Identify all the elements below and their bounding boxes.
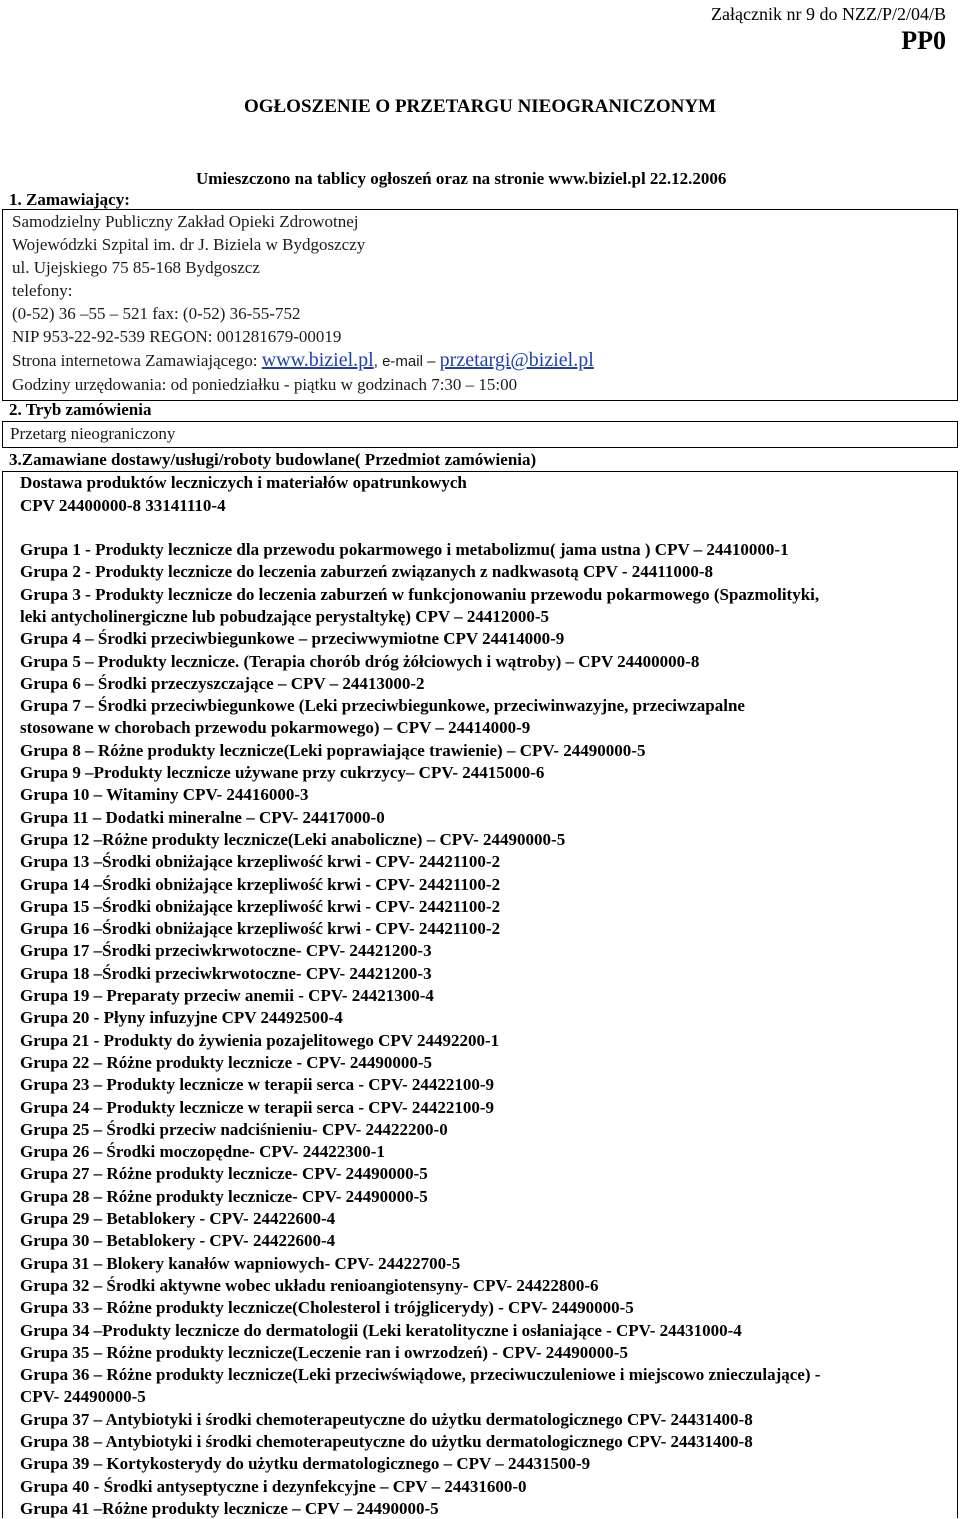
group-line: Grupa 38 – Antybiotyki i środki chemoterapeutyczne do użytku dermatologicznego CPV- 24431400-8 bbox=[20, 1432, 753, 1451]
office-hours: Godziny urzędowania: od poniedziałku - piątku w godzinach 7:30 – 15:00 bbox=[12, 375, 518, 394]
posting-note: Umieszczono na tablicy ogłoszeń oraz na stronie www.biziel.pl 22.12.2006 bbox=[196, 169, 727, 188]
ordering-party-line-2: Wojewódzki Szpital im. dr J. Biziela w Bydgoszczy bbox=[12, 235, 366, 254]
group-line: Grupa 23 – Produkty lecznicze w terapii serca - CPV- 24422100-9 bbox=[20, 1075, 495, 1095]
group-line: Grupa 33 – Różne produkty lecznicze(Cholesterol i trójglicerydy) - CPV- 24490000-5 bbox=[20, 1298, 634, 1318]
website-line bbox=[12, 349, 594, 372]
group-line: Grupa 28 – Różne produkty lecznicze- CPV- 24490000-5 bbox=[20, 1186, 428, 1206]
group-line: Grupa 18 –Środki przeciwkrwotoczne- CPV- 24421200-3 bbox=[20, 963, 432, 983]
group-line: Grupa 36 – Różne produkty lecznicze(Leki przeciwświądowe, przeciwuczuleniowe i miejscowo znieczulające) - bbox=[20, 1365, 821, 1385]
group-line: Grupa 17 –Środki przeciwkrwotoczne- CPV- 24421200-3 bbox=[20, 941, 432, 961]
order-subject: Dostawa produktów leczniczych i materiałów opatrunkowych bbox=[20, 473, 467, 492]
group-line: Grupa 24 – Produkty lecznicze w terapii serca - CPV- 24422100-9 bbox=[20, 1097, 495, 1117]
ordering-party-address: ul. Ujejskiego 75 85-168 Bydgoszcz bbox=[12, 258, 260, 277]
section-2-box bbox=[2, 421, 958, 448]
group-line: Grupa 4 – Środki przeciwbiegunkowe – przeciwwymiotne CPV 24414000-9 bbox=[20, 629, 565, 649]
section-2-heading: 2. Tryb zamówienia bbox=[9, 400, 152, 419]
group-line: Grupa 12 –Różne produkty lecznicze(Leki anaboliczne) – CPV- 24490000-5 bbox=[20, 829, 566, 849]
group-line: Grupa 27 – Różne produkty lecznicze- CPV- 24490000-5 bbox=[20, 1164, 428, 1184]
group-line: Grupa 39 – Kortykosterydy do użytku dermatologicznego – CPV – 24431500-9 bbox=[20, 1454, 591, 1474]
email-link[interactable]: przetargi@biziel.pl bbox=[439, 349, 594, 371]
group-line: Grupa 5 – Produkty lecznicze. (Terapia chorób dróg żółciowych i wątroby) – CPV 24400000-8 bbox=[20, 651, 700, 671]
group-line: Grupa 21 - Produkty do żywienia pozajelitowego CPV 24492200-1 bbox=[20, 1030, 500, 1050]
page-title: OGŁOSZENIE O PRZETARGU NIEOGRANICZONYM bbox=[243, 96, 717, 117]
procedure-type: Przetarg nieograniczony bbox=[10, 424, 176, 443]
group-line: Grupa 8 – Różne produkty lecznicze(Leki poprawiające trawienie) – CPV- 24490000-5 bbox=[20, 740, 646, 760]
group-line: Grupa 37 – Antybiotyki i środki chemoterapeutyczne do użytku dermatologicznego CPV- 24431400-8 bbox=[20, 1409, 753, 1429]
email-label: , e-mail – bbox=[373, 353, 436, 370]
section-3-heading: 3.Zamawiane dostawy/usługi/roboty budowlane( Przedmiot zamówienia) bbox=[9, 450, 537, 469]
group-line: Grupa 2 - Produkty lecznicze do leczenia zaburzeń związanych z nadkwasotą CPV - 24411000-8 bbox=[20, 562, 714, 582]
group-line: Grupa 34 –Produkty lecznicze do dermatologii (Leki keratolityczne i osłaniające - CPV- 24431000-4 bbox=[20, 1320, 742, 1340]
group-line: Grupa 22 – Różne produkty lecznicze - CPV- 24490000-5 bbox=[20, 1052, 433, 1072]
ordering-party-ids: NIP 953-22-92-539 REGON: 001281679-00019 bbox=[12, 327, 342, 346]
group-line: Grupa 10 – Witaminy CPV- 24416000-3 bbox=[20, 785, 309, 805]
group-line: Grupa 15 –Środki obniżające krzepliwość krwi - CPV- 24421100-2 bbox=[20, 896, 501, 916]
group-line: Grupa 1 - Produkty lecznicze dla przewodu pokarmowego i metabolizmu( jama ustna ) CPV – 24410000-1 bbox=[20, 540, 789, 559]
group-line: Grupa 16 –Środki obniżające krzepliwość krwi - CPV- 24421100-2 bbox=[20, 919, 501, 939]
group-line: Grupa 9 –Produkty lecznicze używane przy cukrzycy– CPV- 24415000-6 bbox=[20, 763, 545, 782]
ordering-party-phones-label: telefony: bbox=[12, 281, 73, 300]
group-line: stosowane w chorobach przewodu pokarmowego) – CPV – 24414000-9 bbox=[20, 718, 531, 738]
group-line: Grupa 41 –Różne produkty lecznicze – CPV – 24490000-5 bbox=[20, 1498, 439, 1518]
group-line: Grupa 14 –Środki obniżające krzepliwość krwi - CPV- 24421100-2 bbox=[20, 874, 501, 894]
order-cpv: CPV 24400000-8 33141110-4 bbox=[20, 496, 226, 515]
group-line: Grupa 7 – Środki przeciwbiegunkowe (Leki przeciwbiegunkowe, przeciwinwazyjne, przeciwzapalne bbox=[20, 696, 745, 716]
group-line: Grupa 40 - Środki antyseptyczne i dezynfekcyjne – CPV – 24431600-0 bbox=[20, 1476, 527, 1496]
section-1-box bbox=[2, 209, 958, 401]
group-line: CPV- 24490000-5 bbox=[20, 1387, 146, 1407]
group-line: Grupa 13 –Środki obniżające krzepliwość krwi - CPV- 24421100-2 bbox=[20, 852, 501, 872]
attachment-note: Załącznik nr 9 do NZZ/P/2/04/B bbox=[711, 4, 946, 24]
group-line: Grupa 30 – Betablokery - CPV- 24422600-4 bbox=[20, 1231, 336, 1251]
group-line: Grupa 19 – Preparaty przeciw anemii - CPV- 24421300-4 bbox=[20, 986, 434, 1005]
group-line: Grupa 31 – Blokery kanałów wapniowych- CPV- 24422700-5 bbox=[20, 1253, 461, 1273]
group-line: Grupa 29 – Betablokery - CPV- 24422600-4 bbox=[20, 1209, 336, 1228]
group-line: leki antycholinergiczne lub pobudzające perystaltykę) CPV – 24412000-5 bbox=[20, 606, 550, 626]
ordering-party-line-1: Samodzielny Publiczny Zakład Opieki Zdrowotnej bbox=[12, 212, 359, 231]
group-line: Grupa 20 - Płyny infuzyjne CPV 24492500-4 bbox=[20, 1008, 343, 1028]
group-line: Grupa 32 – Środki aktywne wobec układu renioangiotensyny- CPV- 24422800-6 bbox=[20, 1275, 599, 1295]
group-line: Grupa 25 – Środki przeciw nadciśnieniu- CPV- 24422200-0 bbox=[20, 1119, 448, 1139]
website-link[interactable]: www.biziel.pl bbox=[261, 349, 374, 371]
ordering-party-phones: (0-52) 36 –55 – 521 fax: (0-52) 36-55-752 bbox=[12, 304, 301, 323]
group-line: Grupa 6 – Środki przeczyszczające – CPV – 24413000-2 bbox=[20, 673, 425, 693]
group-line: Grupa 3 - Produkty lecznicze do leczenia zaburzeń w funkcjonowaniu przewodu pokarmowego (Spazmolityki, bbox=[20, 584, 820, 604]
website-label: Strona internetowa Zamawiającego: bbox=[12, 351, 258, 370]
group-line: Grupa 11 – Dodatki mineralne – CPV- 24417000-0 bbox=[20, 807, 385, 827]
group-line: Grupa 35 – Różne produkty lecznicze(Leczenie ran i owrzodzeń) - CPV- 24490000-5 bbox=[20, 1342, 628, 1362]
group-line: Grupa 26 – Środki moczopędne- CPV- 24422300-1 bbox=[20, 1142, 385, 1162]
section-1-heading: 1. Zamawiający: bbox=[9, 190, 130, 209]
document-code: PP0 bbox=[901, 26, 946, 55]
